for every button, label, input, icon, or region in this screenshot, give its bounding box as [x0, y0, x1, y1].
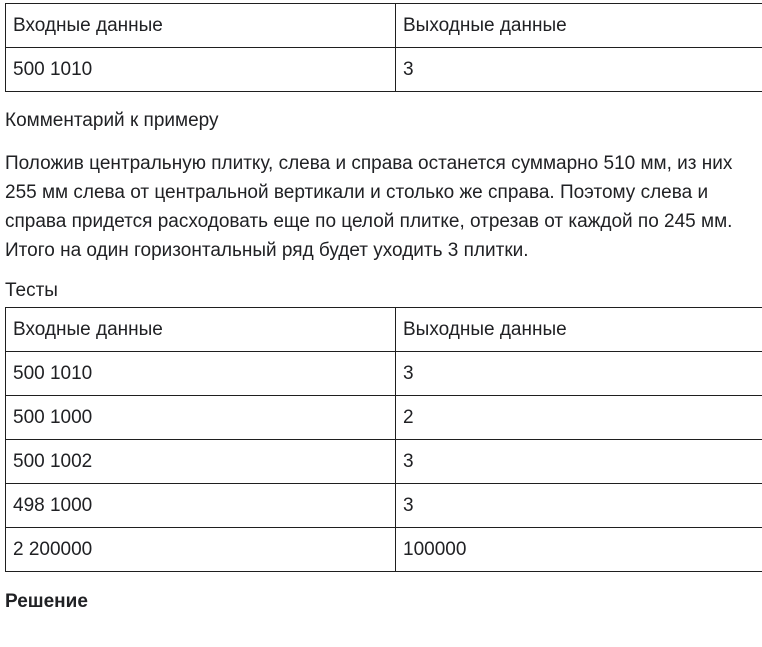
- table-header-row: [6, 4, 762, 48]
- input-cell: 500 1000: [6, 396, 396, 440]
- table-row: [6, 484, 762, 528]
- output-cell: 3: [396, 352, 762, 396]
- table-row: [6, 48, 762, 92]
- input-header-cell: Входные данные: [6, 308, 396, 352]
- output-header-cell: Выходные данные: [396, 308, 762, 352]
- comment-paragraph: Положив центральную плитку, слева и справа останется суммарно 510 мм, из них 255 мм слева от центральной вертикали и столько же справа. Поэтому слева и справа придется расходовать еще по целой плитке, отрезав от каждой по 245 мм. Итого на один горизонтальный ряд будет уходить 3 плитки.: [5, 153, 733, 261]
- output-cell: 2: [396, 396, 762, 440]
- output-header-cell: Выходные данные: [396, 4, 762, 48]
- table-row: [6, 440, 762, 484]
- output-cell: 100000: [396, 528, 762, 572]
- input-cell: 498 1000: [6, 484, 396, 528]
- input-header-cell: Входные данные: [6, 4, 396, 48]
- tests-label: Тесты: [5, 280, 58, 301]
- table-row: [6, 528, 762, 572]
- table-row: [6, 352, 762, 396]
- tests-table: [5, 307, 762, 572]
- comment-label: Комментарий к примеру: [5, 110, 219, 131]
- table-row: [6, 396, 762, 440]
- input-cell: 500 1010: [6, 352, 396, 396]
- output-cell: 3: [396, 48, 762, 92]
- document-page: [5, 0, 755, 614]
- input-cell: 500 1010: [6, 48, 396, 92]
- example-table: [5, 3, 762, 92]
- table-header-row: [6, 308, 762, 352]
- solution-heading: Решение: [5, 591, 88, 612]
- output-cell: 3: [396, 440, 762, 484]
- output-cell: 3: [396, 484, 762, 528]
- input-cell: 500 1002: [6, 440, 396, 484]
- input-cell: 2 200000: [6, 528, 396, 572]
